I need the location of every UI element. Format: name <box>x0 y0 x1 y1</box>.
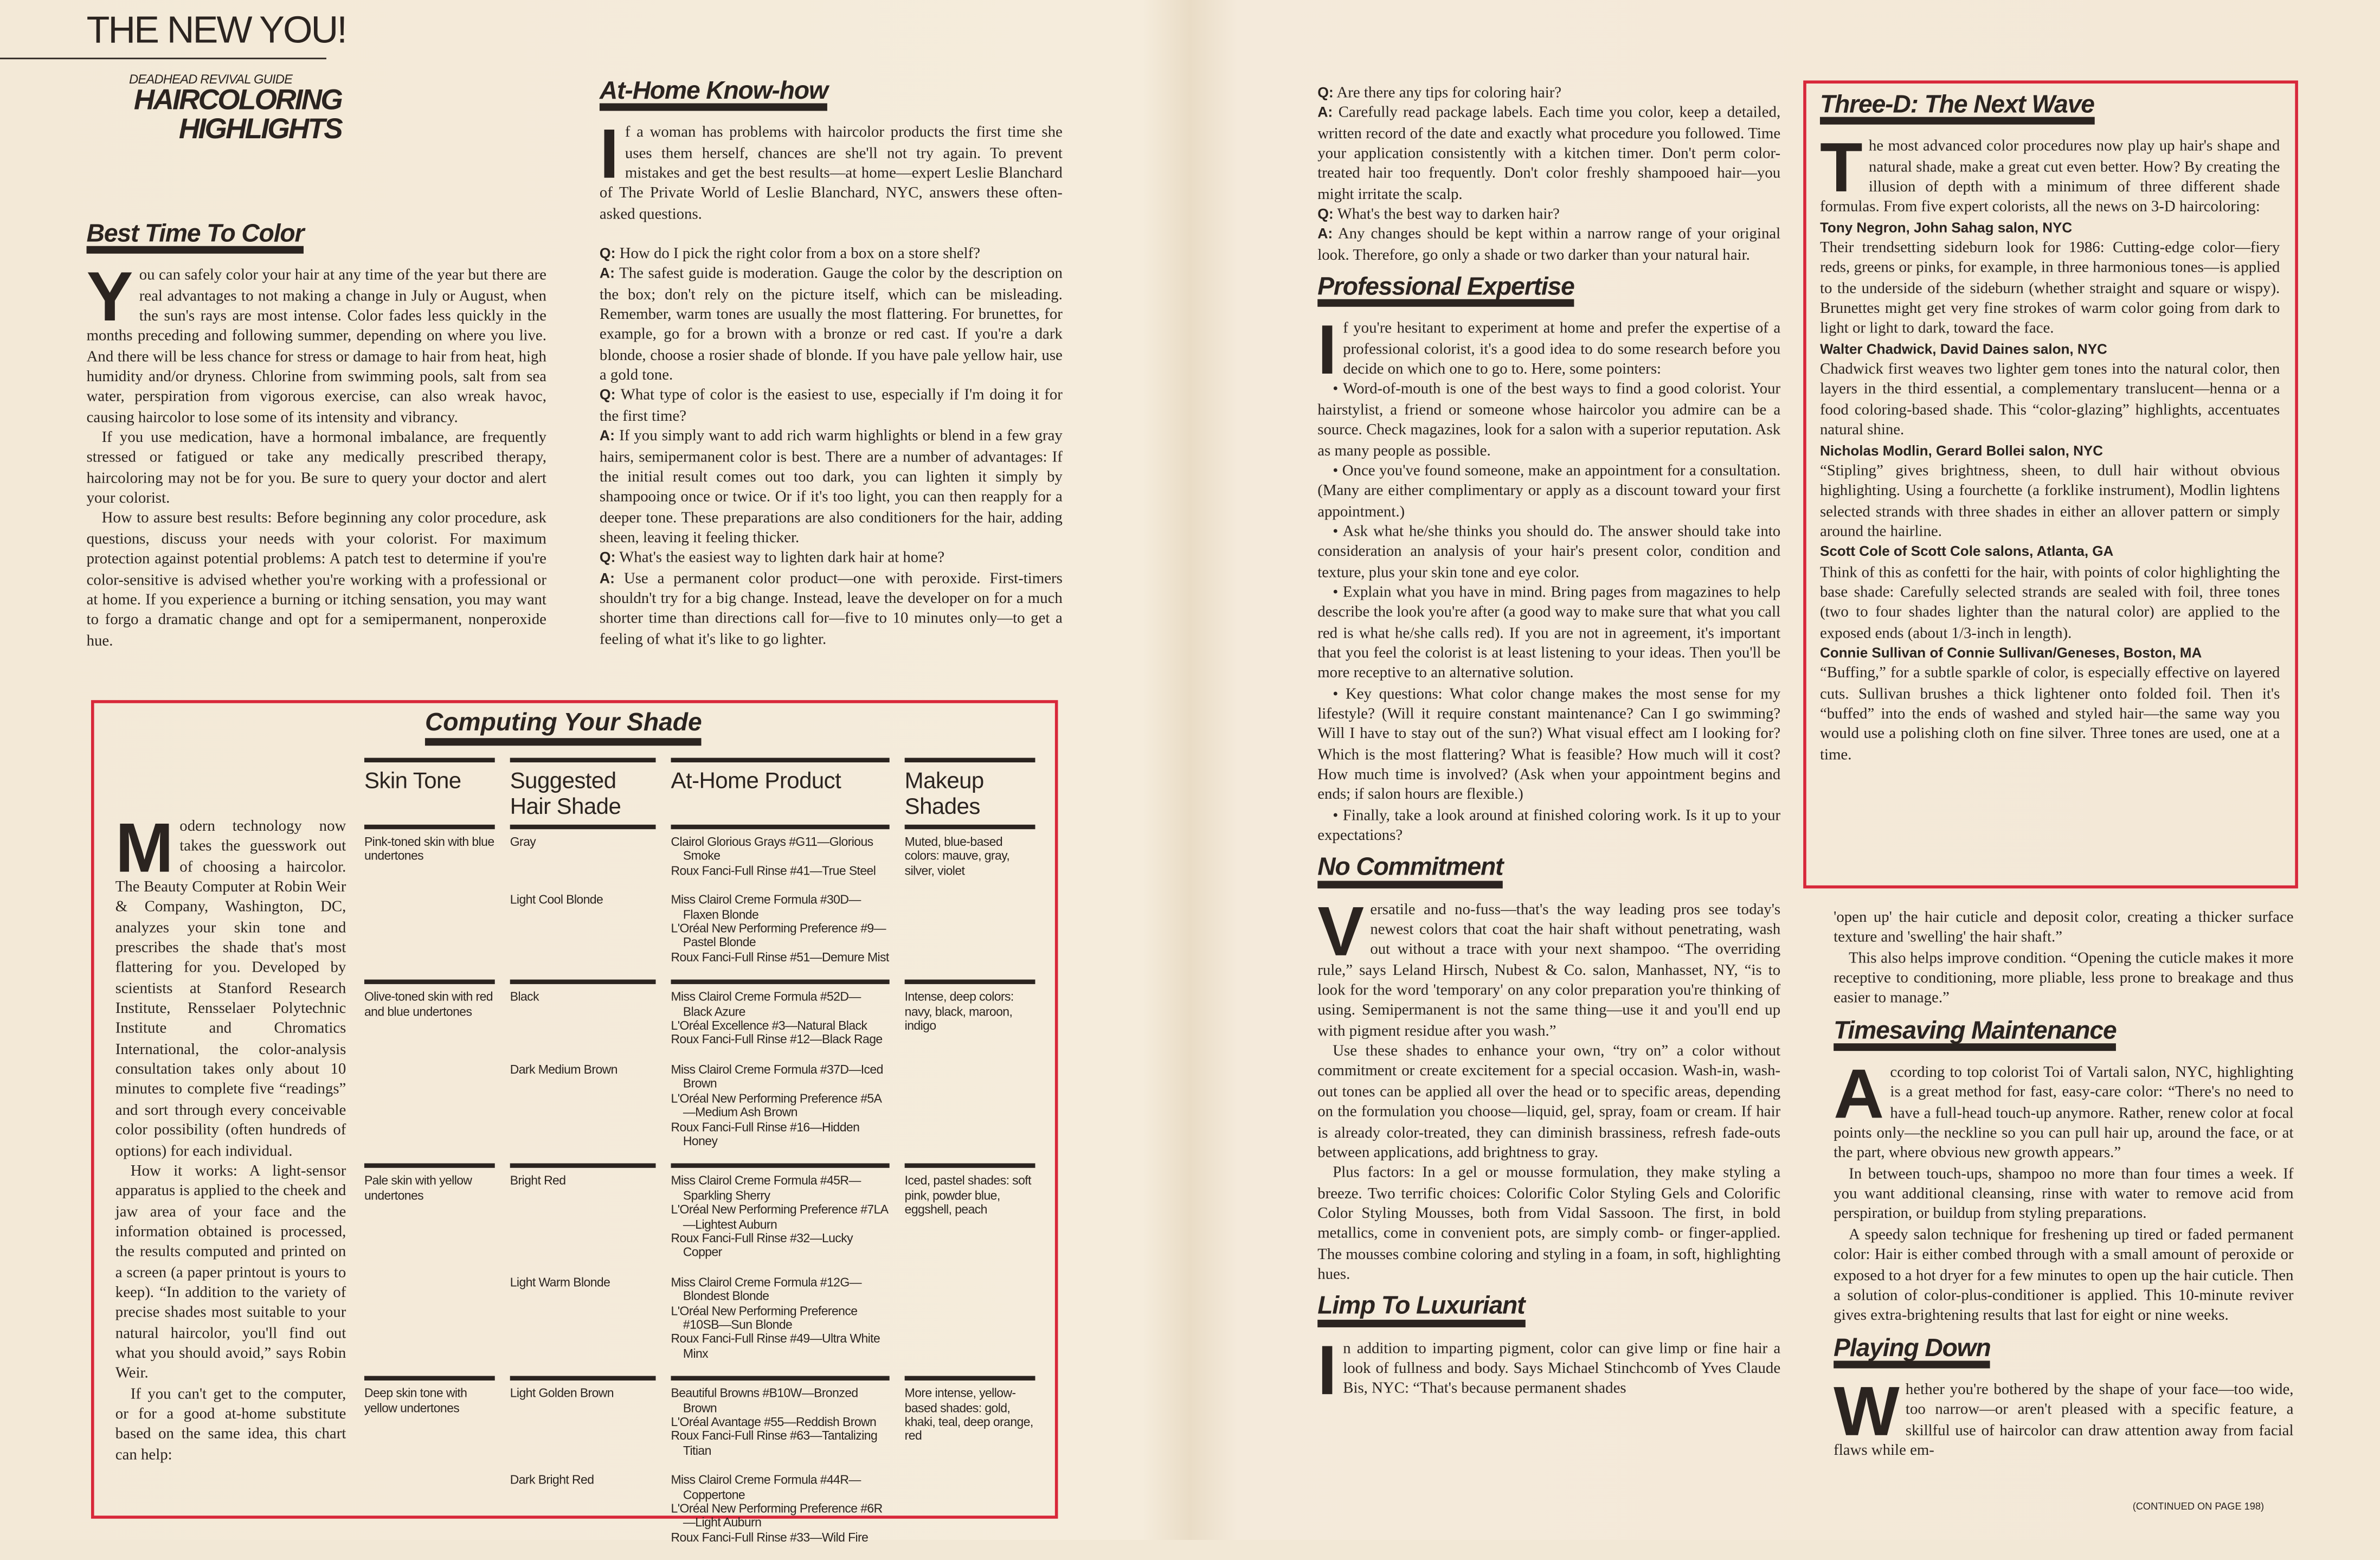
paragraph <box>1834 1054 2294 1165</box>
paragraph-text: How do I pick the right color from a box on a store shelf? <box>619 246 981 263</box>
column-header: Skin Tone <box>364 758 495 830</box>
expert-name: Walter Chadwick, David Daines salon, NYC <box>1819 341 2107 357</box>
section-heading-wrap <box>1834 1010 2293 1063</box>
product-list <box>671 1387 890 1459</box>
paragraph-text: he most advanced color procedures now play up hair's shape and natural shade, make a great cut even better. How? By creating the illusion of depth with a minimum of three different shade formulas. From five expert colorists, all the news on 3-D haircoloring: <box>1819 138 2280 216</box>
section-heading: Best Time To Color <box>87 225 304 254</box>
product: L'Oréal Excellence #3—Natural Black <box>671 1019 867 1033</box>
paragraph-text: Their trendsetting sideburn look for 1986: Cutting-edge color—fiery reds, greens or pinks, for example, in three harmonious tones—is applied to the underside of the sideburn (whether straight and square or wispy). Brunettes might get very fine strokes of warm color going from dark to light or light to dark, toward the face. <box>1819 240 2280 338</box>
paragraph <box>115 1161 346 1384</box>
hair-shade-entry <box>510 1387 890 1459</box>
paragraph <box>1317 1042 1780 1164</box>
hair-shade: Light Golden Brown <box>510 1386 614 1401</box>
paragraph <box>1317 84 1780 104</box>
skin-tone-cell: Pale skin with yellow undertones <box>364 1164 495 1376</box>
product: Miss Clairol Creme Formula #45R—Sparkling Sherry <box>671 1174 861 1203</box>
paragraph <box>600 569 1063 650</box>
product: Roux Fanci-Full Rinse #12—Black Rage <box>671 1033 883 1048</box>
paragraph-text: f you're hesitant to experiment at home and prefer the expertise of a professional colorist, it's a good idea to do some research before you decide on which one to go to. Here, some pointers: <box>1343 321 1781 378</box>
product: Beautiful Browns #B10W—Bronzed Brown <box>671 1386 858 1415</box>
column-maintenance <box>1834 908 2293 1461</box>
paragraph <box>1317 381 1780 461</box>
paragraph <box>1317 1164 1780 1285</box>
box-title: Computing Your Shade <box>425 709 702 746</box>
paragraph <box>1834 908 2293 949</box>
hair-shade-entry <box>510 835 890 878</box>
qa-label: Q: <box>599 246 616 263</box>
hair-shade: Black <box>510 990 539 1005</box>
paragraph <box>1819 128 2280 218</box>
product: Roux Fanci-Full Rinse #51—Demure Mist <box>671 950 889 965</box>
rule-segment <box>671 1164 890 1168</box>
paragraph <box>115 808 346 1161</box>
hair-shade-group <box>510 1164 890 1376</box>
paragraph-text: What type of color is the easiest to use, especially if I'm doing it for the first time? <box>599 388 1063 425</box>
paragraph-text: • Explain what you have in mind. Bring pages from magazines to help describe the look you're after (a good way to make sure that what you call red is what he/she calls red). If you are not in agreement, it's important that you feel the colorist is at least listening to your ideas. Then you'll be more receptive to an alternative solution. <box>1317 585 1781 683</box>
paragraph <box>600 549 1063 569</box>
paragraph <box>599 114 1063 225</box>
paragraph <box>1317 310 1781 390</box>
product: Roux Fanci-Full Rinse #16—Hidden Honey <box>671 1120 860 1148</box>
kicker: DEADHEAD REVIVAL GUIDE <box>128 71 293 87</box>
hair-shade-group <box>510 829 890 980</box>
section-heading: Three-D: The Next Wave <box>1820 95 2094 125</box>
hair-shade-group <box>510 980 890 1164</box>
paragraph <box>1317 461 1780 522</box>
product-list <box>671 1063 890 1148</box>
paragraph <box>600 387 1063 427</box>
paragraph-text: What's the best way to darken hair? <box>1337 207 1560 223</box>
paragraph <box>115 1384 346 1465</box>
product: Miss Clairol Creme Formula #30D—Flaxen Blonde <box>671 893 861 922</box>
paragraph-text: If you use medication, have a hormonal imbalance, are frequently stressed or fatigued or take any medically prescribed therapy, haircoloring may not be for you. Be sure to query your doctor and alert your colorist. <box>86 429 546 508</box>
paragraph-text: “Buffing,” for a subtle sparkle of color, is especially effective on layered cuts. Sullivan brushes a thick lightener onto folded foil. Then it's “buffed” into the ends of washed and styled hair—the same way you would use a polishing cloth on fine silver. Three tones are used, one at a time. <box>1819 665 2280 763</box>
computing-shade-box <box>91 700 1058 1544</box>
section-heading-wrap <box>1317 1285 1780 1339</box>
section-heading-wrap <box>1820 84 2280 137</box>
table-row <box>364 829 1051 980</box>
section-heading: Playing Down <box>1834 1339 1990 1368</box>
drop-cap: M <box>115 808 174 887</box>
product: L'Oréal New Performing Preference #10SB—Sun Blonde <box>671 1304 858 1332</box>
table-row <box>364 980 1051 1164</box>
paragraph-text: If you can't get to the computer, or for a good at-home substitute based on the same idea, this chart can help: <box>115 1386 346 1464</box>
paragraph-text: How to assure best results: Before beginning any color procedure, ask questions, discuss your needs with your colorist. For maximum protection against potential problems: A patch test to determine if you're color-sensitive is advised whether you're working with a professional or at home. If you experience a burning or itching sensation, you may want to forgo a dramatic change and opt for a semipermanent, nonperoxide hue. <box>86 511 546 650</box>
product: Miss Clairol Creme Formula #12G—Blondest Blonde <box>671 1275 862 1304</box>
hair-shade: Light Cool Blonde <box>510 893 603 907</box>
hair-shade-entry <box>510 1063 890 1148</box>
product: L'Oréal New Performing Preference #6R—Light Auburn <box>671 1502 883 1530</box>
drop-cap: I <box>1317 1330 1337 1409</box>
paragraph <box>1820 563 2280 644</box>
section-heading-wrap <box>87 213 546 266</box>
paragraph-text: • Once you've found someone, make an appointment for a consultation. (Many are either complimentary or apply as a discount toward your first appointment.) <box>1317 463 1781 521</box>
hair-shade: Light Warm Blonde <box>510 1275 610 1289</box>
makeup-cell: Intense, deep colors: navy, black, maroon, indigo <box>905 980 1035 1164</box>
paragraph <box>1317 104 1780 205</box>
rule-segment <box>671 980 890 984</box>
skin-tone-cell: Olive-toned skin with red and blue undertones <box>364 980 495 1164</box>
table-header-row <box>364 758 1051 830</box>
product: Roux Fanci-Full Rinse #32—Lucky Copper <box>671 1231 853 1260</box>
hair-shade-entry <box>510 1174 890 1260</box>
shade-list <box>510 1381 890 1545</box>
paragraph-text: Any changes should be kept within a narrow range of your original look. Therefore, go only a shade or two darker than your natural hair. <box>1317 227 1781 264</box>
paragraph <box>1834 1165 2293 1225</box>
three-d-box <box>1803 80 2298 888</box>
product: Roux Fanci-Full Rinse #41—True Steel <box>671 864 876 878</box>
section-heading-wrap <box>600 70 1063 124</box>
paragraph <box>86 257 546 428</box>
continued-note: (CONTINUED ON PAGE 198) <box>2132 1501 2265 1513</box>
drop-cap: T <box>1819 128 1863 207</box>
title-line: HIGHLIGHTS <box>178 114 342 146</box>
product-list <box>671 893 890 965</box>
paragraph-text: If you simply want to add rich warm highlights or blend in a few gray hairs, semipermanent color is best. There are a number of advantages: If the initial result comes out too dark, you can lighten it simply by shampooing once or twice. Or if it's too light, you can then reapply for a deeper tone. These preparations are also conditioners for the hair, adding sheen, leaving it feeling thicker. <box>599 428 1063 547</box>
drop-cap: I <box>599 114 619 194</box>
makeup-cell: Muted, blue-based colors: mauve, gray, silver, violet <box>904 835 1010 878</box>
hair-shade: Bright Red <box>510 1174 566 1189</box>
expert-name: Scott Cole of Scott Cole salons, Atlanta, GA <box>1819 544 2114 560</box>
row-rule <box>510 1376 890 1381</box>
section-heading: Timesaving Maintenance <box>1834 1022 2116 1051</box>
table-row <box>364 1376 1051 1560</box>
paragraph-text: • Word-of-mouth is one of the best ways to find a good colorist. Your hairstylist, a friend or someone whose haircolor you admire can be a source. Check magazines, look for a salon with a superior reputation. Ask as many people as possible. <box>1317 382 1781 460</box>
table-row <box>364 1164 1051 1376</box>
hair-shade-entry <box>510 893 890 965</box>
hair-shade-entry <box>510 1275 890 1361</box>
paragraph <box>1317 226 1780 266</box>
qa-label: A: <box>599 570 615 587</box>
skin-tone-cell: Deep skin tone with yellow undertones <box>364 1376 495 1560</box>
paragraph <box>1834 949 2293 1010</box>
product-list <box>671 991 890 1048</box>
product: Miss Clairol Creme Formula #52D—Black Azure <box>671 990 861 1019</box>
paragraph-text: The safest guide is moderation. Gauge the color by the description on the box; don't rely on the picture itself, which can be misleading. Remember, warm tones are usually the most flattering. For brunettes, for example, go for a brown with a bronze or red cast. If you're a dark blonde, choose a rosier shade of blonde. If you have pale yellow hair, use a gold tone. <box>599 266 1063 384</box>
shade-list <box>510 1169 890 1361</box>
column-header: Makeup Shades <box>905 758 1035 830</box>
paragraph <box>600 245 1063 265</box>
paragraph <box>1317 1330 1781 1409</box>
product: L'Oréal New Performing Preference #5A—Medium Ash Brown <box>671 1091 882 1120</box>
paragraph-text: n addition to imparting pigment, color can give limp or fine hair a look of fullness and body. Says Michael Stinchcomb of Yves Claude Bis, NYC: “That's because permanent shades <box>1343 1340 1781 1398</box>
product: Miss Clairol Creme Formula #44R—Coppertone <box>671 1473 861 1501</box>
paragraph-text: In between touch-ups, shampoo no more than four times a week. If you want additional cleansing, rinse with water to remove acid from perspiration, or buildup from styling preparations. <box>1834 1166 2294 1223</box>
paragraph <box>1820 461 2280 542</box>
paragraph-text: ou can safely color your hair at any time of the year but there are real advantages to not making a change in July or August, when the sun's rays are most intense. Color fades less quickly in the months preceding and following summer, depending on where you live. And there will be less chance for stress or damage to hair from heat, high humidity and/or dryness. Chlorine from swimming pools, salt from sea water, perspiration from vigorous exercise, can also wreak havoc, causing haircolor to lose some of its intensity and vibrancy. <box>86 267 546 427</box>
product-list <box>671 835 890 878</box>
title-line: HAIRCOLORING <box>133 85 342 117</box>
paragraph-text: What's the easiest way to lighten dark hair at home? <box>619 550 945 567</box>
paragraph <box>1317 205 1780 225</box>
paragraph-text: f a woman has problems with haircolor products the first time she uses them herself, chances are she'll not try again. To prevent mistakes and get the best results—at home—expert Leslie Blanchard of The Private World of Leslie Blanchard, NYC, answers these often-asked questions. <box>599 125 1063 223</box>
article-title <box>83 87 342 144</box>
drop-cap: A <box>1834 1054 1884 1133</box>
section-header: THE NEW YOU! <box>86 9 346 52</box>
column-tips <box>1317 84 1781 1409</box>
paragraph-text: How it works: A light-sensor apparatus is applied to the cheek and jaw area of your face and the information obtained is processed, the results computed and printed on a screen (a paper printout is yours to keep). “In addition to the variety of precise shades most suitable to your natural haircolor, you'll find out what you should avoid,” says Robin Weir. <box>115 1163 346 1383</box>
row-rule <box>510 1164 890 1168</box>
rule-segment <box>510 1164 656 1168</box>
product: L'Oréal New Performing Preference #9—Pastel Blonde <box>671 922 886 950</box>
paragraph <box>1317 684 1780 806</box>
product: L'Oréal Avantage #55—Reddish Brown <box>671 1415 877 1429</box>
expert-name: Nicholas Modlin, Gerard Bollei salon, NYC <box>1819 442 2104 458</box>
drop-cap: Y <box>86 257 133 336</box>
paragraph <box>1317 583 1780 684</box>
qa-label: A: <box>599 266 615 284</box>
paragraph-text: • Finally, take a look around at finished coloring work. Is it up to your expectations? <box>1317 807 1781 845</box>
section-heading: Professional Expertise <box>1317 278 1574 307</box>
qa-label: A: <box>599 428 615 446</box>
paragraph-text: “Stipling” gives brightness, sheen, to dull hair without obvious highlighting. Using a fourchette (a forklike instrument), Modlin lightens selected strands with three shades in either an allover pattern or simply around the hairline. <box>1819 463 2280 541</box>
section-heading: At-Home Know-how <box>600 82 828 111</box>
hair-shade: Gray <box>510 835 536 849</box>
shade-list <box>510 985 890 1149</box>
section-heading: Limp To Luxuriant <box>1317 1298 1525 1327</box>
column-at-home <box>600 70 1063 650</box>
rule-segment <box>671 1376 890 1381</box>
paragraph <box>87 510 546 652</box>
computing-intro <box>115 808 346 1466</box>
paragraph-text: Use these shades to enhance your own, “try on” a color without commitment or create excitement for a special occasion. Wash-in, wash-out tones can be applied all over the head or to specific areas, depending on the formulation you choose—liquid, gel, spray, foam or cream. If hair is already color-treated, they can diminish brassiness, refresh fade-outs between applications, add brightness to gray. <box>1317 1043 1781 1162</box>
paragraph <box>600 265 1063 386</box>
product: L'Oréal New Performing Preference #7LA—Lightest Auburn <box>671 1203 889 1231</box>
hair-shade-entry <box>510 991 890 1048</box>
skin-tone-cell: Pink-toned skin with blue undertones <box>364 835 494 863</box>
qa-label: Q: <box>599 388 616 405</box>
paragraph-text: Use a permanent color product—one with peroxide. First-timers shouldn't try for a big change. Instead, leave the developer on for a much shorter time than directions call for—five to 10 minutes only—to get a feeling of what it's like to go lighter. <box>599 570 1063 648</box>
product-list <box>671 1275 890 1361</box>
paragraph <box>1820 360 2280 441</box>
qa-label: Q: <box>1317 207 1334 223</box>
column-best-time <box>87 213 546 651</box>
paragraph-text: Are there any tips for coloring hair? <box>1336 85 1562 102</box>
section-heading: No Commitment <box>1317 859 1503 888</box>
paragraph-text: This also helps improve condition. “Opening the cuticle makes it more receptive to conditioning, more pliable, less prone to breakage and thus easier to manage.” <box>1834 950 2294 1007</box>
product: Roux Fanci-Full Rinse #49—Ultra White Minx <box>671 1332 880 1360</box>
makeup-cell: Iced, pastel shades: soft pink, powder blue, eggshell, peach <box>905 1164 1035 1376</box>
drop-cap: V <box>1317 891 1365 970</box>
drop-cap: I <box>1317 310 1337 390</box>
makeup-cell: More intense, yellow-based shades: gold, khaki, teal, deep orange, red <box>905 1376 1035 1560</box>
hair-shade: Dark Bright Red <box>510 1473 594 1487</box>
paragraph <box>600 427 1063 548</box>
paragraph <box>1820 239 2280 340</box>
header-rule <box>0 57 326 59</box>
paragraph-text: ersatile and no-fuss—that's the way leading pros see today's newest colors that coat the hair shaft without penetrating, wash out without a trace with your next shampoo. “The overriding rule,” says Leland Hirsch, Nubest & Co. salon, Manhasset, NY, “is to look for the word 'temporary' on any color preparation you're thinking of using. Semipermanent is not the same thing—use it and you'll end up with pigment residue after you wash.” <box>1317 901 1781 1040</box>
paragraph-text: ccording to top colorist Toi of Vartali salon, NYC, highlighting is a great method for fast, easy-care color: “There's no need to have a full-head touch-up anymore. Rather, renew color at focal points only—the neckline so you can pull hair up, around the face, or at the part, where obvious new growth appears.” <box>1834 1064 2294 1163</box>
three-d-content <box>1820 84 2280 766</box>
section-heading-wrap <box>1834 1327 2293 1381</box>
qa-label: Q: <box>599 550 616 567</box>
paragraph-text: Plus factors: In a gel or mousse formulation, they make styling a breeze. Two terrific choices: Colorific Color Styling Gels and Colorific Color Styling Mousses, both from Vidal Sassoon. The first, in bold metallics, come in convenient pots, are simply comb- or finger-applied. The mousses combine coloring and styling in a foam, in soft, highlighting hues. <box>1317 1165 1781 1283</box>
paragraph-text: 'open up' the hair cuticle and deposit color, creating a thicker surface texture and 'swelling' the hair shaft.” <box>1834 909 2294 947</box>
rule-segment <box>510 1376 656 1381</box>
paragraph <box>1317 522 1780 583</box>
hair-shade: Dark Medium Brown <box>510 1063 617 1077</box>
product: Clairol Glorious Grays #G11—Glorious Smoke <box>671 835 873 863</box>
expert-name: Connie Sullivan of Connie Sullivan/Geneses, Boston, MA <box>1819 645 2202 661</box>
product: Roux Fanci-Full Rinse #33—Wild Fire <box>671 1530 869 1544</box>
paragraph <box>1317 806 1780 846</box>
paragraph-text: Chadwick first weaves two lighter gem tones into the natural color, then layers in the third essential, a complementary translucent—henna or a food coloring-based shade. This “color-glazing” highlights, accentuates natural shine. <box>1819 361 2280 439</box>
paragraph-text: odern technology now takes the guesswork out of choosing a haircolor. The Beauty Computer at Robin Weir & Company, Washington, DC, analyzes your skin tone and prescribes the shade that's most flattering for you. Developed by scientists at Stanford Research Institute, Rensselaer Polytechnic Institute and Chromatics International, the color-analysis consultation takes only about 10 minutes to complete five “readings” and sort through every conceivable color possibility (often hundreds of options) for each individual. <box>115 818 346 1160</box>
qa-label: A: <box>1317 227 1333 244</box>
hair-shade-entry <box>510 1473 890 1545</box>
product-list <box>671 1473 890 1545</box>
shade-list <box>510 829 890 965</box>
shade-table <box>364 758 1051 1560</box>
paragraph <box>87 428 546 509</box>
qa-label: A: <box>1317 105 1333 123</box>
row-rule <box>510 980 890 984</box>
paragraph <box>1834 1371 2294 1461</box>
column-header: Suggested Hair Shade <box>510 758 656 830</box>
product: Miss Clairol Creme Formula #37D—Iced Brown <box>671 1063 883 1091</box>
paragraph-text: • Key questions: What color change makes the most sense for my lifestyle? (Will it require constant maintenance? Can I go swimming? Will I have to stay out of the sun?) What visual effect am I looking for? Which is the most flattering? What is feasible? How much will it cost? How much time is involved? (Ask when your appointment begins and ends; if salon hours are flexible.) <box>1317 685 1781 804</box>
paragraph-text: A speedy salon technique for freshening up tired or faded permanent color: Hair is either combed through with a small amount of peroxide or exposed to a hot dryer for a few minutes to open up the hair cuticle. Then a solution of color-plus-conditioner is applied. This 10-minute reviver gives extra-brightening results that last for eight or nine weeks. <box>1834 1227 2294 1325</box>
paragraph-text: Think of this as confetti for the hair, with points of color highlighting the base shade: Carefully selected strands are sealed with foil, three tones (two to four shades lighter than the natural color) are applied to the exposed ends (about 1/3-inch in length). <box>1819 564 2280 642</box>
product-list <box>671 1174 890 1260</box>
expert-name: Tony Negron, John Sahag salon, NYC <box>1819 220 2073 235</box>
hair-shade-group <box>510 1376 890 1560</box>
section-heading-wrap <box>1317 846 1780 900</box>
rule-segment <box>510 980 656 984</box>
column-header: At-Home Product <box>671 758 890 830</box>
drop-cap: W <box>1834 1371 1900 1450</box>
paragraph <box>1317 891 1781 1042</box>
section-heading-wrap <box>1317 266 1780 319</box>
paragraph-text: hether you're bothered by the shape of your face—too wide, too narrow—or aren't pleased with a specific feature, a skillful use of haircolor can draw attention away from facial flaws while em- <box>1834 1382 2294 1460</box>
qa-label: Q: <box>1317 85 1334 102</box>
paragraph-text: • Ask what he/she thinks you should do. The answer should take into consideration an analysis of your hair's present color, condition and texture, plus your skin tone and eye color. <box>1317 523 1781 581</box>
product: Roux Fanci-Full Rinse #63—Tantalizing Titian <box>671 1429 878 1458</box>
paragraph <box>1820 664 2280 766</box>
paragraph-text: Carefully read package labels. Each time you color, keep a detailed, written record of the date and exactly what procedure you followed. Time your application consistently with a kitchen timer. Don't perm color-treated hair too frequently. Don't color freshly shampooed hair—you might irritate the scalp. <box>1317 105 1781 203</box>
paragraph <box>1834 1225 2293 1327</box>
